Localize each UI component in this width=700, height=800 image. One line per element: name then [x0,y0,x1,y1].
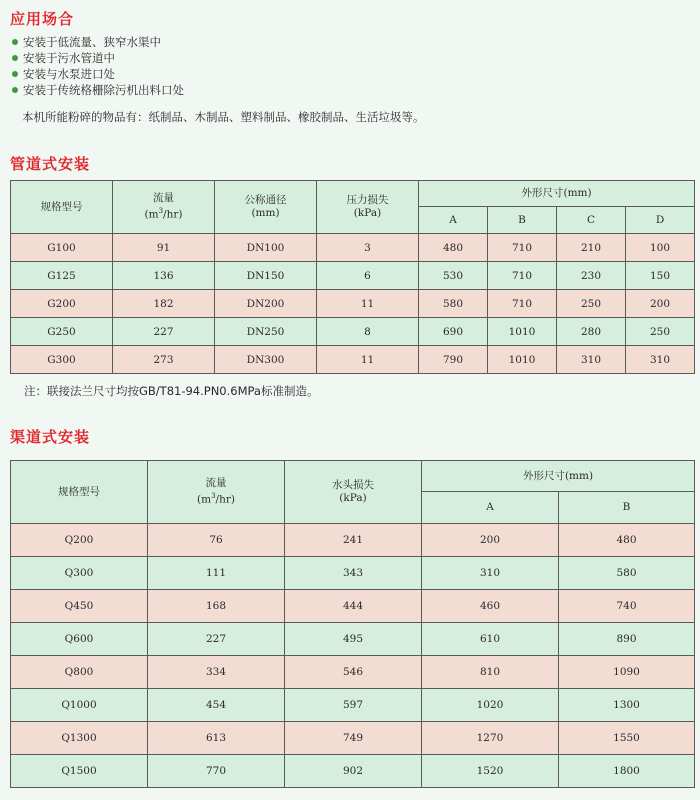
table-cell: 334 [148,656,285,689]
table-cell: 1520 [422,755,559,788]
table-cell: G300 [11,346,113,374]
table-cell: G250 [11,318,113,346]
table-row [11,262,695,290]
table-cell: 3 [317,234,419,262]
table-cell: 230 [557,262,626,290]
table-cell: 168 [148,590,285,623]
bullet-dot-icon [12,71,18,77]
header-model: 规格型号 [11,461,148,524]
bullet-dot-icon [12,55,18,61]
table-cell: Q800 [11,656,148,689]
pipe-note: 注：联接法兰尺寸均按GB/T81-94.PN0.6MPa标准制造。 [24,384,319,398]
header-model: 规格型号 [11,181,113,234]
table-cell: G125 [11,262,113,290]
table-cell: 310 [557,346,626,374]
table-cell: 343 [285,557,422,590]
table-cell: 790 [419,346,488,374]
table-cell: DN100 [215,234,317,262]
table-cell: 310 [626,346,695,374]
table-row [11,346,695,374]
table-row [11,656,695,689]
table-cell: 250 [557,290,626,318]
table-cell: DN250 [215,318,317,346]
table-cell: 200 [422,524,559,557]
table-cell: 6 [317,262,419,290]
table-cell: 1300 [559,689,695,722]
table-cell: 111 [148,557,285,590]
header-diameter: 公称通径 (mm) [215,181,317,234]
table-cell: 1800 [559,755,695,788]
header-flow: 流量 $(m^3/hr)$ [148,461,285,524]
list-item: 安装与水泵进口处 [12,66,184,82]
table-cell: 250 [626,318,695,346]
list-item: 安装于污水管道中 [12,50,184,66]
channel-section-title: 渠道式安装 [10,428,91,446]
table-cell: G100 [11,234,113,262]
table-cell: Q450 [11,590,148,623]
table-cell: DN150 [215,262,317,290]
header-pressure-loss: 压力损失 (kPa) [317,181,419,234]
table-cell: 710 [488,234,557,262]
table-cell: 1550 [559,722,695,755]
table-cell: 8 [317,318,419,346]
bullet-dot-icon [12,39,18,45]
header-dimensions: 外形尺寸(mm) [422,461,695,492]
table-row [11,722,695,755]
table-cell: 310 [422,557,559,590]
table-cell: Q1300 [11,722,148,755]
table-cell: 11 [317,346,419,374]
applications-description: 本机所能粉碎的物品有：纸制品、木制品、塑料制品、橡胶制品、生活垃圾等。 [22,110,425,124]
table-cell: 597 [285,689,422,722]
table-cell: Q1500 [11,755,148,788]
list-item: 安装于低流量、狭窄水渠中 [12,34,184,50]
header-dimensions: 外形尺寸(mm) [419,181,695,207]
table-cell: 1010 [488,346,557,374]
pipe-spec-table [10,180,695,374]
header-dim-a: A [422,492,559,524]
table-cell: DN200 [215,290,317,318]
table-cell: 710 [488,290,557,318]
table-cell: 810 [422,656,559,689]
table-row [11,623,695,656]
table-cell: 1020 [422,689,559,722]
table-cell: 495 [285,623,422,656]
table-cell: 454 [148,689,285,722]
header-dim-c: C [557,207,626,234]
table-cell: 136 [113,262,215,290]
table-cell: G200 [11,290,113,318]
table-cell: 890 [559,623,695,656]
header-dim-b: B [559,492,695,524]
table-cell: 1270 [422,722,559,755]
table-row [11,318,695,346]
table-row [11,689,695,722]
table-row [11,755,695,788]
table-cell: 710 [488,262,557,290]
list-item: 安装于传统格栅除污机出料口处 [12,82,184,98]
header-dim-d: D [626,207,695,234]
table-cell: 460 [422,590,559,623]
table-row [11,590,695,623]
table-cell: 480 [419,234,488,262]
table-cell: 613 [148,722,285,755]
table-row [11,290,695,318]
header-head-loss: 水头损失 (kPa) [285,461,422,524]
table-cell: 740 [559,590,695,623]
table-row [11,557,695,590]
table-cell: 546 [285,656,422,689]
table-cell: 200 [626,290,695,318]
table-cell: 480 [559,524,695,557]
table-cell: 241 [285,524,422,557]
table-cell: 100 [626,234,695,262]
table-cell: DN300 [215,346,317,374]
table-cell: 530 [419,262,488,290]
header-flow: 流量 $(m^3/hr)$ [113,181,215,234]
channel-spec-table [10,460,695,788]
table-row [11,524,695,557]
table-cell: Q1000 [11,689,148,722]
bullet-dot-icon [12,87,18,93]
table-row [11,234,695,262]
table-cell: 749 [285,722,422,755]
table-cell: 610 [422,623,559,656]
table-cell: 150 [626,262,695,290]
table-cell: 444 [285,590,422,623]
table-cell: Q300 [11,557,148,590]
table-cell: 770 [148,755,285,788]
table-cell: 227 [113,318,215,346]
header-dim-b: B [488,207,557,234]
table-cell: 273 [113,346,215,374]
table-cell: 1010 [488,318,557,346]
table-cell: 1090 [559,656,695,689]
table-cell: 182 [113,290,215,318]
table-cell: 690 [419,318,488,346]
table-cell: 902 [285,755,422,788]
applications-title: 应用场合 [10,10,75,28]
table-cell: 580 [559,557,695,590]
table-cell: 227 [148,623,285,656]
table-cell: Q600 [11,623,148,656]
table-cell: 91 [113,234,215,262]
table-cell: 11 [317,290,419,318]
table-cell: Q200 [11,524,148,557]
table-cell: 76 [148,524,285,557]
table-cell: 580 [419,290,488,318]
pipe-section-title: 管道式安装 [10,155,91,173]
table-cell: 210 [557,234,626,262]
table-cell: 280 [557,318,626,346]
header-dim-a: A [419,207,488,234]
applications-list [12,34,184,98]
